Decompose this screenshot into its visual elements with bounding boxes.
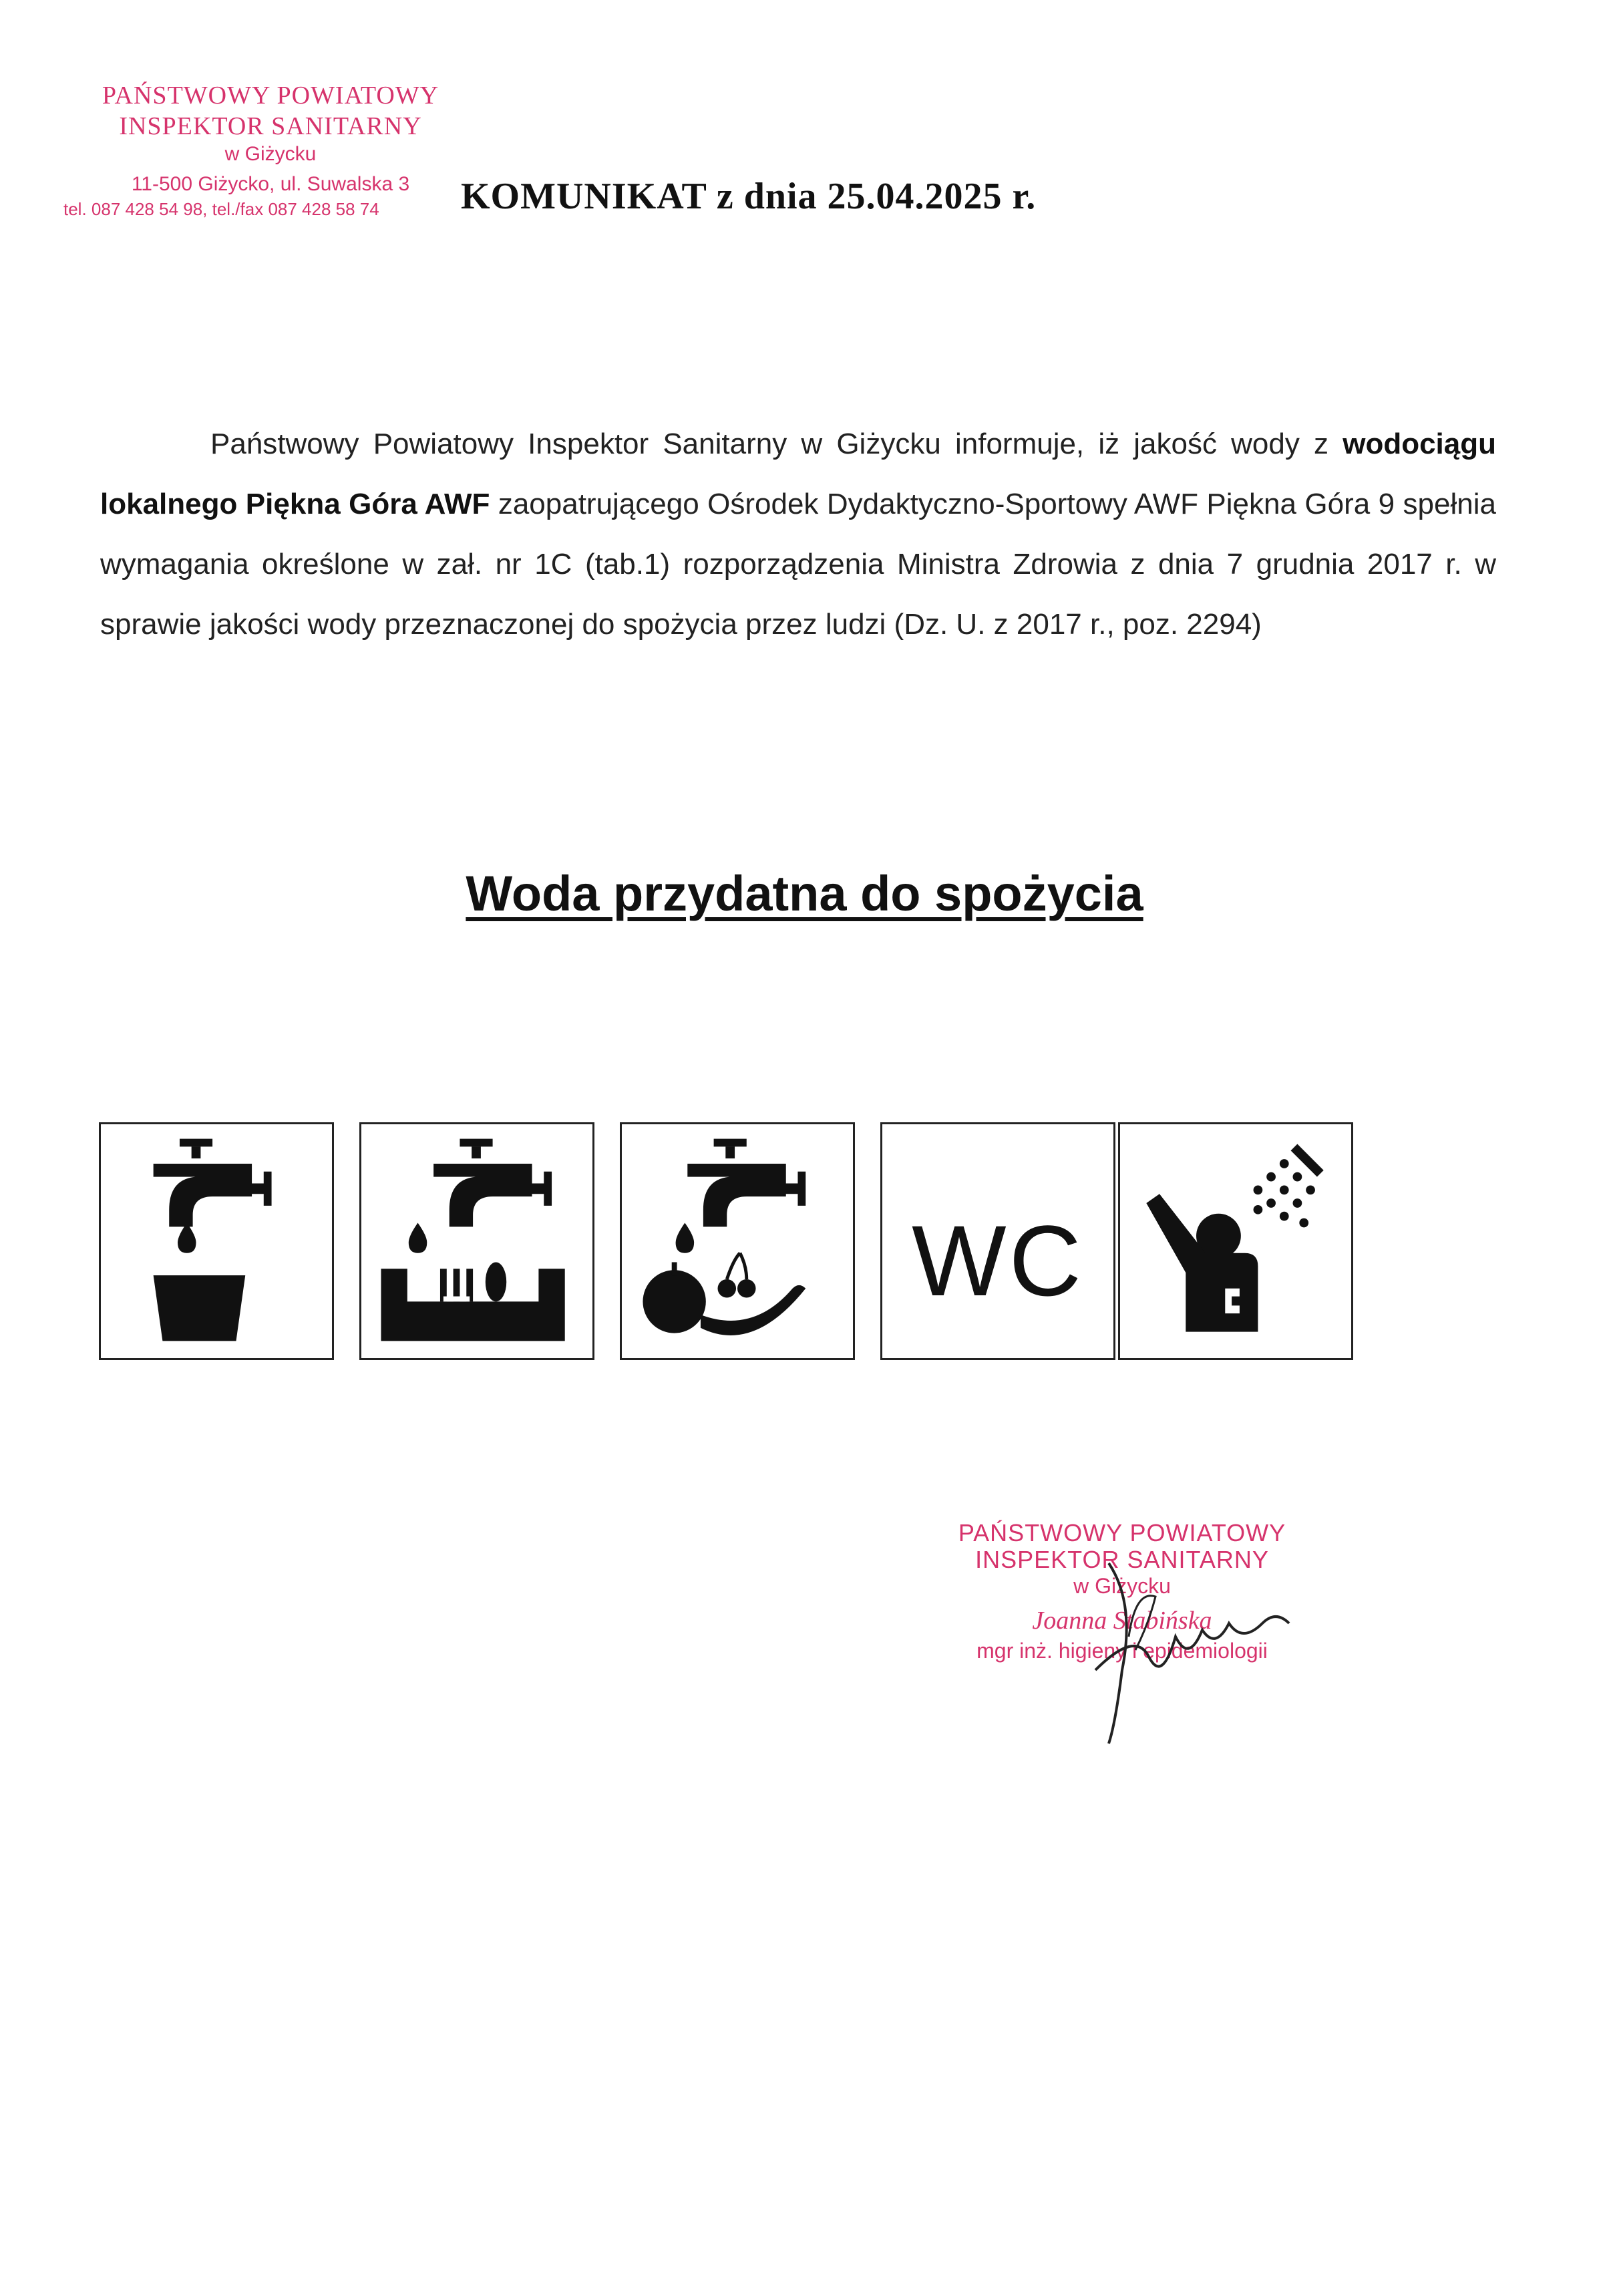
signature-stamp-line-3: w Giżycku <box>1073 1574 1171 1598</box>
body-text-part-1: Państwowy Powiatowy Inspektor Sanitarny w Giżycku informuje, iż jakość wody z <box>210 428 1343 460</box>
signature-stamp-line-1: PAŃSTWOWY POWIATOWY <box>958 1519 1286 1546</box>
document-heading: KOMUNIKAT z dnia 25.04.2025 r. <box>461 176 1037 217</box>
announcement-body <box>100 414 1496 655</box>
body-text-part-2: zaopatrującego Ośrodek Dydaktyczno-Sportowy AWF Piękna Góra 9 spełnia wymagania określone w zał. nr 1C (tab.1) rozporządzenia Ministra Zdrowia z dnia 7 grudnia 2017 r. w sprawie jakości wody przeznaczonej do spożycia przez ludzi (Dz. U. z 2017 r., poz. 2294) <box>100 488 1496 641</box>
body-text-bold: wodociągu lokalnego Piękna Góra AWF <box>100 428 1496 520</box>
stamp-phone: tel. 087 428 54 98, tel./fax 087 428 58 74 <box>63 199 379 219</box>
stamp-line-2: INSPEKTOR SANITARNY <box>119 112 422 140</box>
handwritten-signature <box>1069 1536 1349 1750</box>
tap-dishes-icon <box>359 1122 594 1360</box>
stamp-line-3: w Giżycku <box>224 143 317 165</box>
stamp-address: 11-500 Giżycko, ul. Suwalska 3 <box>131 173 410 195</box>
wc-icon <box>880 1122 1115 1360</box>
main-title: Woda przydatna do spożycia <box>466 866 1143 921</box>
tap-drinking-glass-icon <box>99 1122 334 1360</box>
signature-stamp-line-2: INSPEKTOR SANITARNY <box>975 1546 1269 1573</box>
shower-icon <box>1118 1122 1353 1360</box>
signatory-name: Joanna Stabińska <box>1032 1607 1212 1635</box>
wc-label: WC <box>912 1204 1084 1317</box>
tap-fruit-washing-icon <box>620 1122 855 1360</box>
institution-stamp <box>63 80 478 220</box>
signatory-title: mgr inż. higieny i epidemiologii <box>976 1639 1268 1663</box>
stamp-line-1: PAŃSTWOWY POWIATOWY <box>102 81 439 110</box>
